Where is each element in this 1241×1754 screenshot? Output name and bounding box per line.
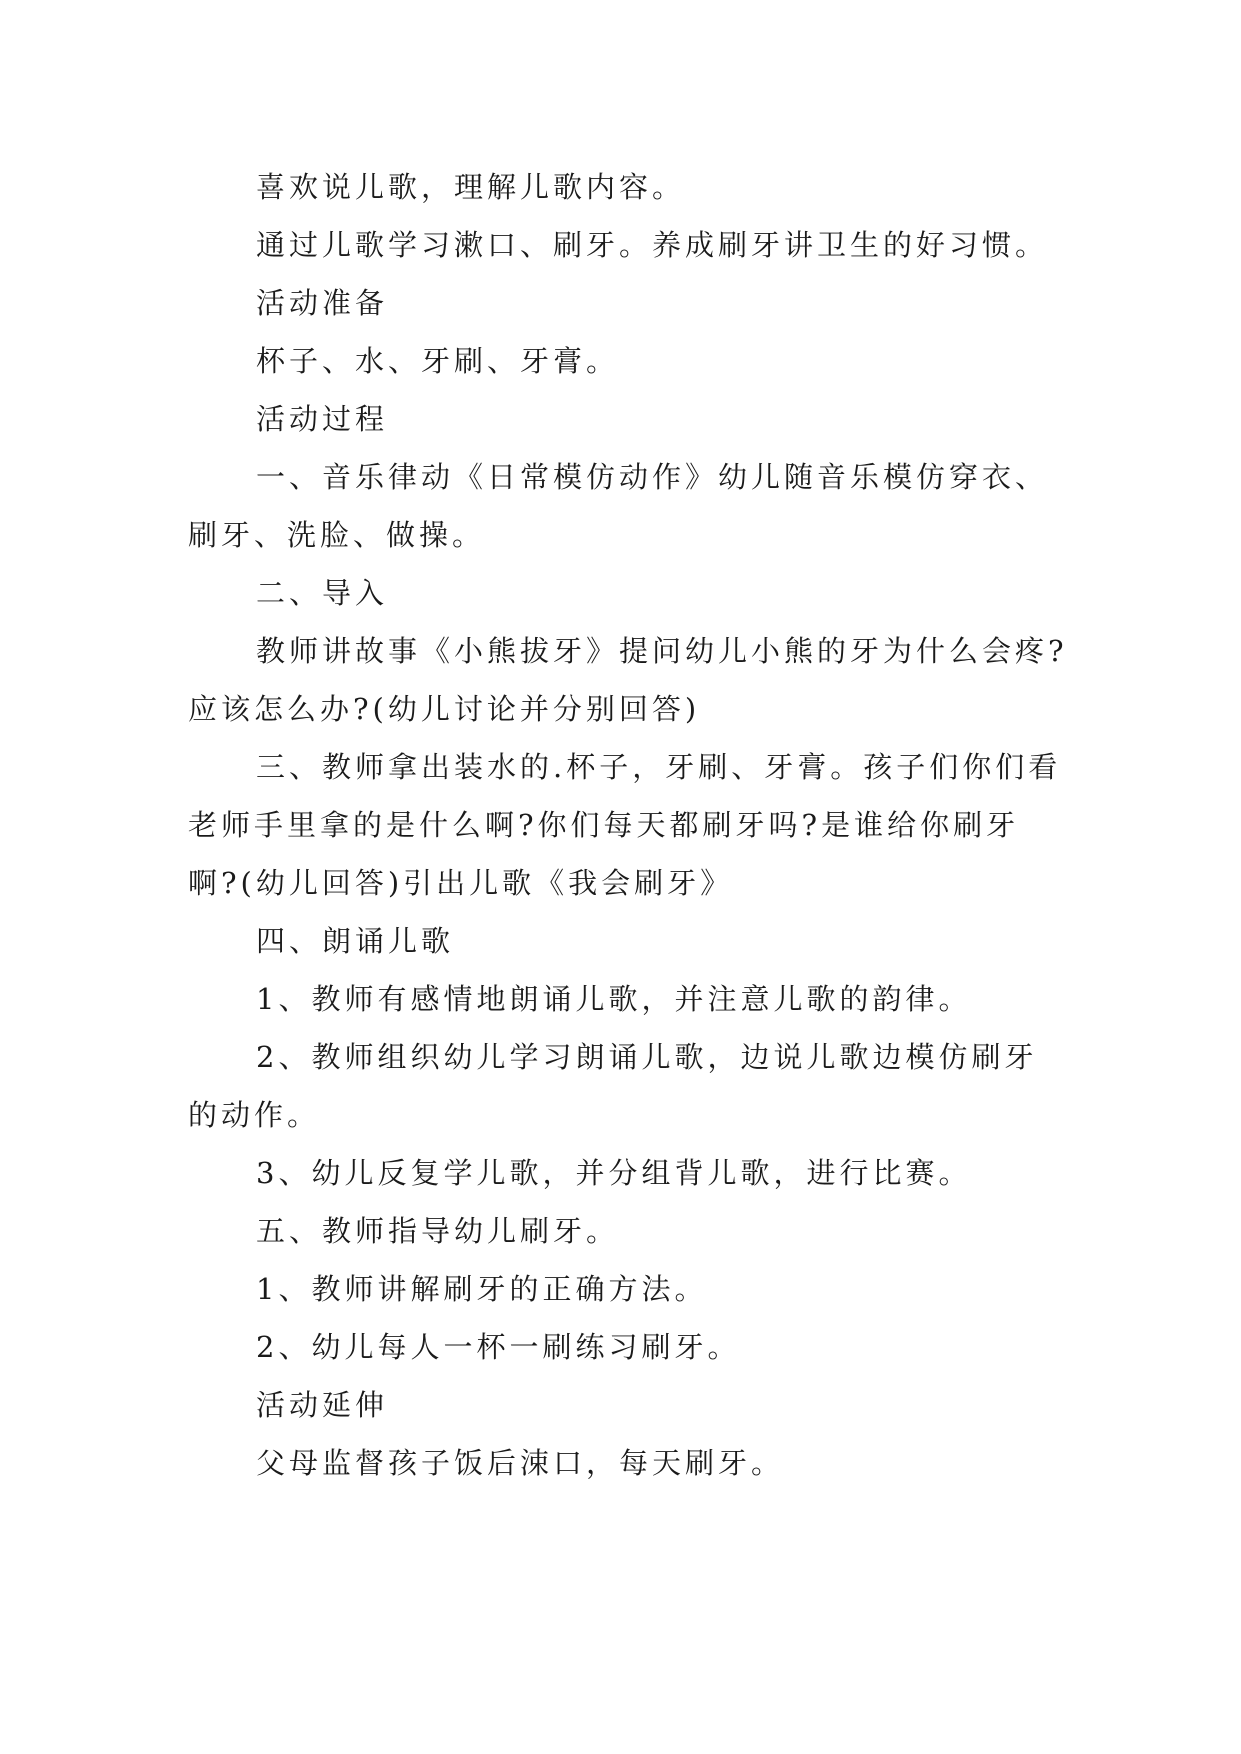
paragraph-step-5-1: 1、教师讲解刷牙的正确方法。 — [256, 1272, 708, 1306]
heading-step-4: 四、朗诵儿歌 — [256, 924, 455, 958]
paragraph-step-5-2: 2、幼儿每人一杯一刷练习刷牙。 — [256, 1330, 741, 1364]
paragraph-extension: 父母监督孩子饭后涑口，每天刷牙。 — [256, 1446, 785, 1480]
paragraph-step-1: 一、音乐律动《日常模仿动作》幼儿随音乐模仿穿衣、刷牙、洗脸、做操。 — [188, 460, 1049, 552]
paragraph-step-4-2: 2、教师组织幼儿学习朗诵儿歌，边说儿歌边模仿刷牙的动作。 — [188, 1040, 1038, 1132]
paragraph-step-4-1: 1、教师有感情地朗诵儿歌，并注意儿歌的韵律。 — [256, 982, 972, 1016]
heading-step-2: 二、导入 — [256, 576, 389, 610]
document-body — [188, 158, 1068, 1492]
heading-process: 活动过程 — [256, 402, 389, 436]
heading-extension: 活动延伸 — [256, 1388, 389, 1422]
paragraph-goal-2: 通过儿歌学习漱口、刷牙。养成刷牙讲卫生的好习惯。 — [256, 228, 1049, 262]
paragraph-story: 教师讲故事《小熊拔牙》提问幼儿小熊的牙为什么会疼?应该怎么办?(幼儿讨论并分别回答) — [188, 634, 1068, 726]
heading-preparation: 活动准备 — [256, 286, 389, 320]
paragraph-step-3: 三、教师拿出装水的.杯子，牙刷、牙膏。孩子们你们看老师手里拿的是什么啊?你们每天都刷牙吗?是谁给你刷牙啊?(幼儿回答)引出儿歌《我会刷牙》 — [188, 750, 1062, 900]
paragraph-goal-1: 喜欢说儿歌，理解儿歌内容。 — [256, 170, 686, 204]
paragraph-step-4-3: 3、幼儿反复学儿歌，并分组背儿歌，进行比赛。 — [256, 1156, 972, 1190]
heading-step-5: 五、教师指导幼儿刷牙。 — [256, 1214, 620, 1248]
paragraph-materials: 杯子、水、牙刷、牙膏。 — [256, 344, 620, 378]
